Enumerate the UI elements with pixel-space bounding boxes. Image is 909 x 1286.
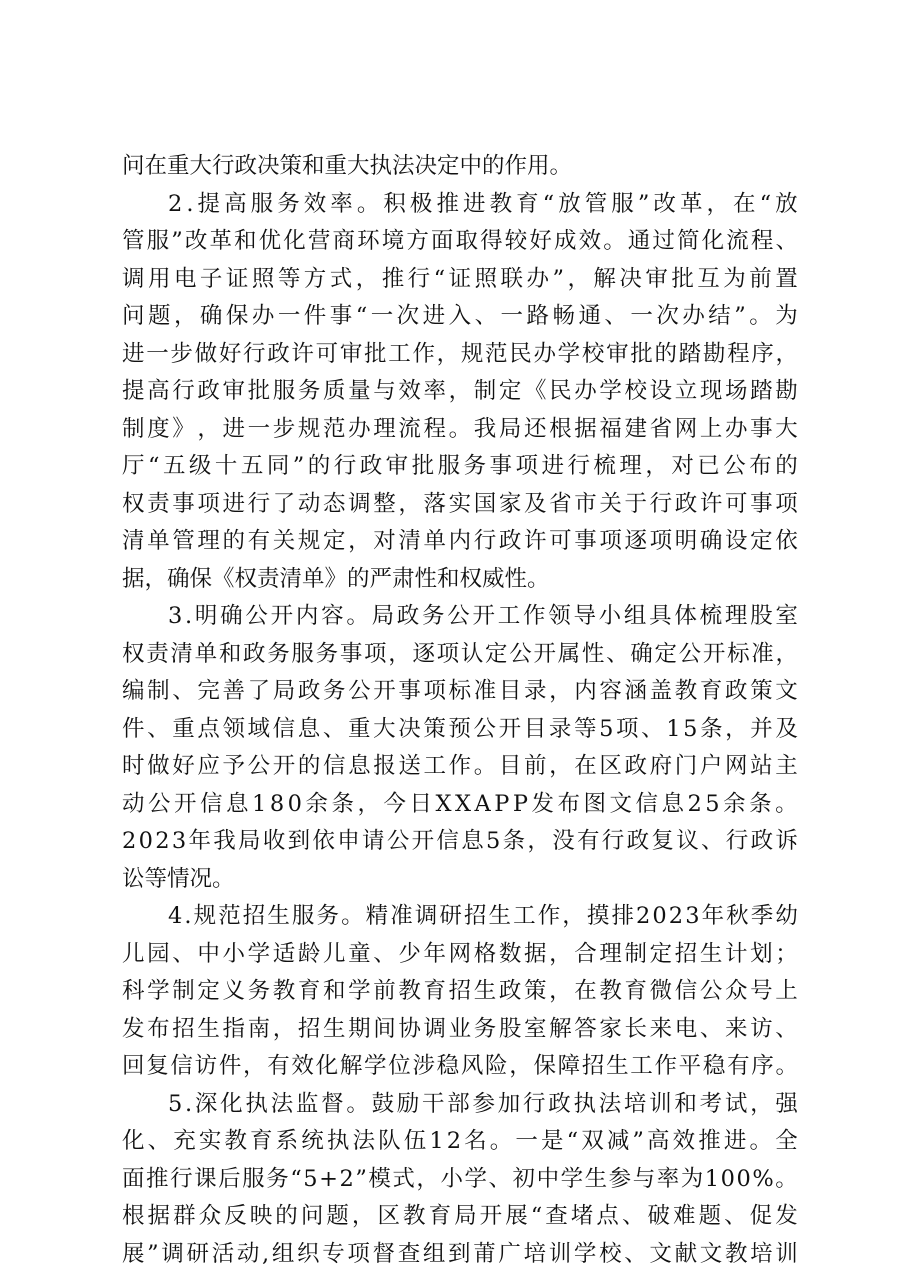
text-line: 问 题 ， 确 保 办 一 件 事 “ 一 次 进 入 、 一 路 畅 通 、 一 次 办 结 ” 。 为 — [122, 303, 798, 329]
text-line: 时 做 好 应 予 公 开 的 信 息 报 送 工 作 。 目 前 ， 在 区 政 府 门 户 网 站 主 — [122, 753, 798, 779]
text-line: 清 单 管 理 的 有 关 规 定 ， 对 清 单 内 行 政 许 可 事 项 逐 项 明 确 设 定 依 — [122, 528, 798, 554]
text-line: 进 一 步 做 好 行 政 许 可 审 批 工 作 ， 规 范 民 办 学 校 审 批 的 踏 勘 程 序 ， — [122, 340, 798, 367]
text-line: 科 学 制 定 义 务 教 育 和 学 前 教 育 招 生 政 策 ， 在 教 育 微 信 公 众 号 上 — [122, 978, 798, 1004]
text-line: 2 0 2 3 年 我 局 收 到 依 申 请 公 开 信 息 5 条 ， 没 有 行 政 复 议 、 行 政 诉 — [122, 828, 798, 854]
text-line: 问在重大行政决策和重大执法决定中的作用。 — [122, 153, 573, 179]
text-line: 提 高 行 政 审 批 服 务 质 量 与 效 率 ， 制 定 《 民 办 学 校 设 立 现 场 踏 勘 — [122, 378, 798, 404]
text-line: 2 . 提 高 服 务 效 率 。 积 极 推 进 教 育 “ 放 管 服 ” 改 革 ， 在 “ 放 — [168, 190, 798, 217]
text-line: 发 布 招 生 指 南 ， 招 生 期 间 协 调 业 务 股 室 解 答 家 长 来 电 、 来 访 、 — [122, 1015, 798, 1042]
text-line: 5 . 深 化 执 法 监 督 。 鼓 励 干 部 参 加 行 政 执 法 培 训 和 考 试 ， 强 — [168, 1090, 798, 1117]
text-line: 管 服 ” 改 革 和 优 化 营 商 环 境 方 面 取 得 较 好 成 效 。 通 过 简 化 流 程 、 — [122, 228, 798, 254]
text-line: 权 责 清 单 和 政 务 服 务 事 项 ， 逐 项 认 定 公 开 属 性 、 确 定 公 开 标 准 ， — [122, 640, 798, 667]
text-line: 制 度 》 ， 进 一 步 规 范 办 理 流 程 。 我 局 还 根 据 福 建 省 网 上 办 事 大 — [122, 415, 798, 442]
text-line: 4 . 规 范 招 生 服 务 。 精 准 调 研 招 生 工 作 ， 摸 排 2 0 2 3 年 秋 季 幼 — [168, 903, 798, 929]
text-line: 权 责 事 项 进 行 了 动 态 调 整 ， 落 实 国 家 及 省 市 关 于 行 政 许 可 事 项 — [122, 490, 798, 517]
text-line: 儿 园 、 中 小 学 适 龄 儿 童 、 少 年 网 格 数 据 ， 合 理 制 定 招 生 计 划 ； — [122, 940, 798, 967]
text-line: 回 复 信 访 件 ， 有 效 化 解 学 位 涉 稳 风 险 ， 保 障 招 生 工 作 平 稳 有 序 。 — [122, 1053, 798, 1079]
text-line: 讼等情况。 — [122, 865, 235, 892]
text-line: 调 用 电 子 证 照 等 方 式 ， 推 行 “ 证 照 联 办 ” ， 解 决 审 批 互 为 前 置 — [122, 265, 798, 292]
text-line: 3 . 明 确 公 开 内 容 。 局 政 务 公 开 工 作 领 导 小 组 具 体 梳 理 股 室 — [168, 603, 798, 629]
text-line: 件 、 重 点 领 域 信 息 、 重 大 决 策 预 公 开 目 录 等 5 项 、 1 5 条 ， 并 及 — [122, 715, 798, 742]
text-line: 编 制 、 完 善 了 局 政 务 公 开 事 项 标 准 目 录 ， 内 容 涵 盖 教 育 政 策 文 — [122, 678, 798, 704]
text-line: 根 据 群 众 反 映 的 问 题 ， 区 教 育 局 开 展 “ 查 堵 点 、 破 难 题 、 促 发 — [122, 1203, 798, 1229]
text-line: 化 、 充 实 教 育 系 统 执 法 队 伍 1 2 名 。 一 是 “ 双 减 ” 高 效 推 进 。 全 — [122, 1128, 798, 1154]
body-text — [122, 148, 798, 1273]
text-line: 展 ” 调 研 活 动 , 组 织 专 项 督 查 组 到 莆 广 培 训 学 校 、 文 献 文 教 培 训 — [122, 1240, 798, 1267]
text-line: 动 公 开 信 息 1 8 0 余 条 ， 今 日 X X A P P 发 布 图 文 信 息 2 5 余 条 。 — [122, 790, 798, 817]
text-line: 厅 “ 五 级 十 五 同 ” 的 行 政 审 批 服 务 事 项 进 行 梳 理 ， 对 已 公 布 的 — [122, 453, 798, 479]
text-line: 面 推 行 课 后 服 务 “ 5 + 2 ” 模 式 ， 小 学 、 初 中 学 生 参 与 率 为 1 0 0 % 。 — [122, 1165, 798, 1192]
text-line: 据，确保《权责清单》的严肃性和权威性。 — [122, 565, 550, 592]
